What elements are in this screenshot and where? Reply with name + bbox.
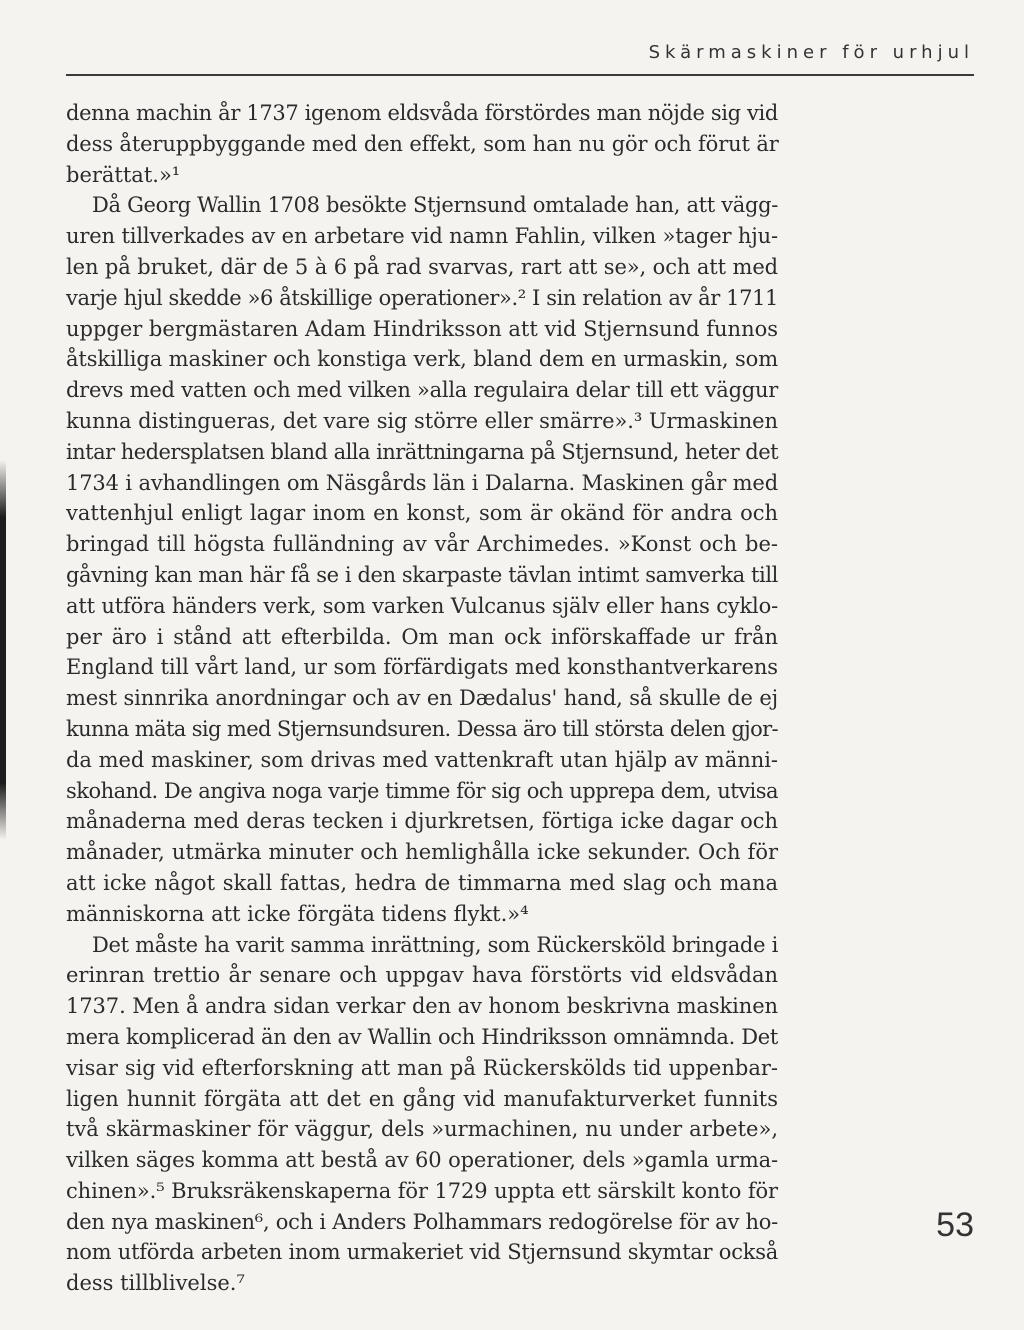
- text-line: att icke något skall fattas, hedra de timmarna med slag och mana: [66, 870, 778, 895]
- text-line: intar hedersplatsen bland alla inrättningarna på Stjernsund, heter det: [66, 439, 778, 464]
- text-line: visar sig vid efterforskning att man på Rückerskölds tid uppenbar-: [66, 1055, 778, 1080]
- text-line: uren tillverkades av en arbetare vid namn Fahlin, vilken »tager hju-: [66, 224, 778, 249]
- page-spine-shadow: [0, 460, 6, 840]
- text-line: drevs med vatten och med vilken »alla regulaira delar till ett väggur: [66, 378, 778, 403]
- page-number: 53: [936, 1206, 974, 1244]
- text-line: 1737. Men å andra sidan verkar den av honom beskrivna maskinen: [66, 994, 778, 1019]
- text-line: månader, utmärka minuter och hemlighålla icke sekunder. Och för: [66, 840, 778, 865]
- text-line: skohand. De angiva noga varje timme för sig och upprepa dem, utvisa: [66, 778, 778, 803]
- text-line: nom utförda arbeten inom urmakeriet vid Stjernsund skymtar också: [66, 1240, 778, 1265]
- text-line: denna machin år 1737 igenom eldsvåda förstördes man nöjde sig vid: [66, 101, 779, 125]
- text-line: bringad till högsta fulländning av vår Archimedes. »Konst och be-: [66, 532, 778, 557]
- text-line: berättat.»¹: [66, 162, 181, 187]
- text-line: da med maskiner, som drivas med vattenkraft utan hjälp av männi-: [66, 747, 778, 772]
- header-rule: [66, 74, 974, 76]
- text-line: len på bruket, där de 5 à 6 på rad svarvas, rart att se», och att med: [66, 254, 778, 279]
- text-line: per äro i stånd att efterbilda. Om man ock införskaffade ur från: [66, 624, 778, 649]
- text-line: dess återuppbyggande med den effekt, som han nu gör och förut är: [66, 131, 779, 156]
- text-line: människorna att icke förgäta tidens flykt.»⁴: [66, 901, 529, 926]
- text-line: dess tillblivelse.⁷: [66, 1271, 245, 1296]
- text-line: vilken säges komma att bestå av 60 operationer, dels »gamla urma-: [66, 1148, 778, 1173]
- text-line: chinen».⁵ Bruksräkenskaperna för 1729 uppta ett särskilt konto för: [66, 1178, 778, 1203]
- text-line: mera komplicerad än den av Wallin och Hindriksson omnämnda. Det: [66, 1024, 778, 1049]
- text-line: Det måste ha varit samma inrättning, som Rückersköld bringade i: [92, 932, 778, 957]
- text-line: ligen hunnit förgäta att det en gång vid manufakturverket funnits: [66, 1086, 778, 1111]
- text-line: månaderna med deras tecken i djurkretsen, förtiga icke dagar och: [66, 809, 778, 834]
- text-line: åtskilliga maskiner och konstiga verk, bland dem en urmaskin, som: [66, 347, 778, 372]
- running-header: Skärmaskiner för urhjul: [648, 42, 974, 63]
- text-line: uppger bergmästaren Adam Hindriksson att vid Stjernsund funnos: [66, 316, 778, 341]
- text-line: kunna mäta sig med Stjernsundsuren. Dessa äro till största delen gjor-: [66, 716, 778, 741]
- body-text: [66, 98, 778, 1299]
- text-line: kunna distingueras, det vare sig större eller smärre».³ Urmaskinen: [66, 408, 778, 433]
- text-line: gåvning kan man här få se i den skarpaste tävlan intimt samverka till: [66, 562, 778, 587]
- text-line: att utföra händers verk, som varken Vulcanus själv eller hans cyklo-: [66, 593, 778, 618]
- text-line: erinran trettio år senare och uppgav hava förstörts vid eldsvådan: [66, 963, 778, 988]
- text-line: två skärmaskiner för väggur, dels »urmachinen, nu under arbete»,: [66, 1117, 778, 1142]
- text-line: mest sinnrika anordningar och av en Dædalus' hand, så skulle de ej: [66, 686, 778, 711]
- text-line: vattenhjul enligt lagar inom en konst, som är okänd för andra och: [66, 501, 778, 526]
- text-line: England till vårt land, ur som förfärdigats med konsthantverkarens: [66, 655, 778, 680]
- text-line: 1734 i avhandlingen om Näsgårds län i Dalarna. Maskinen går med: [66, 470, 778, 495]
- text-line: Då Georg Wallin 1708 besökte Stjernsund omtalade han, att vägg-: [92, 193, 778, 218]
- text-line: varje hjul skedde »6 åtskillige operationer».² I sin relation av år 1711: [66, 285, 778, 310]
- text-line: den nya maskinen⁶, och i Anders Polhammars redogörelse för av ho-: [66, 1209, 778, 1234]
